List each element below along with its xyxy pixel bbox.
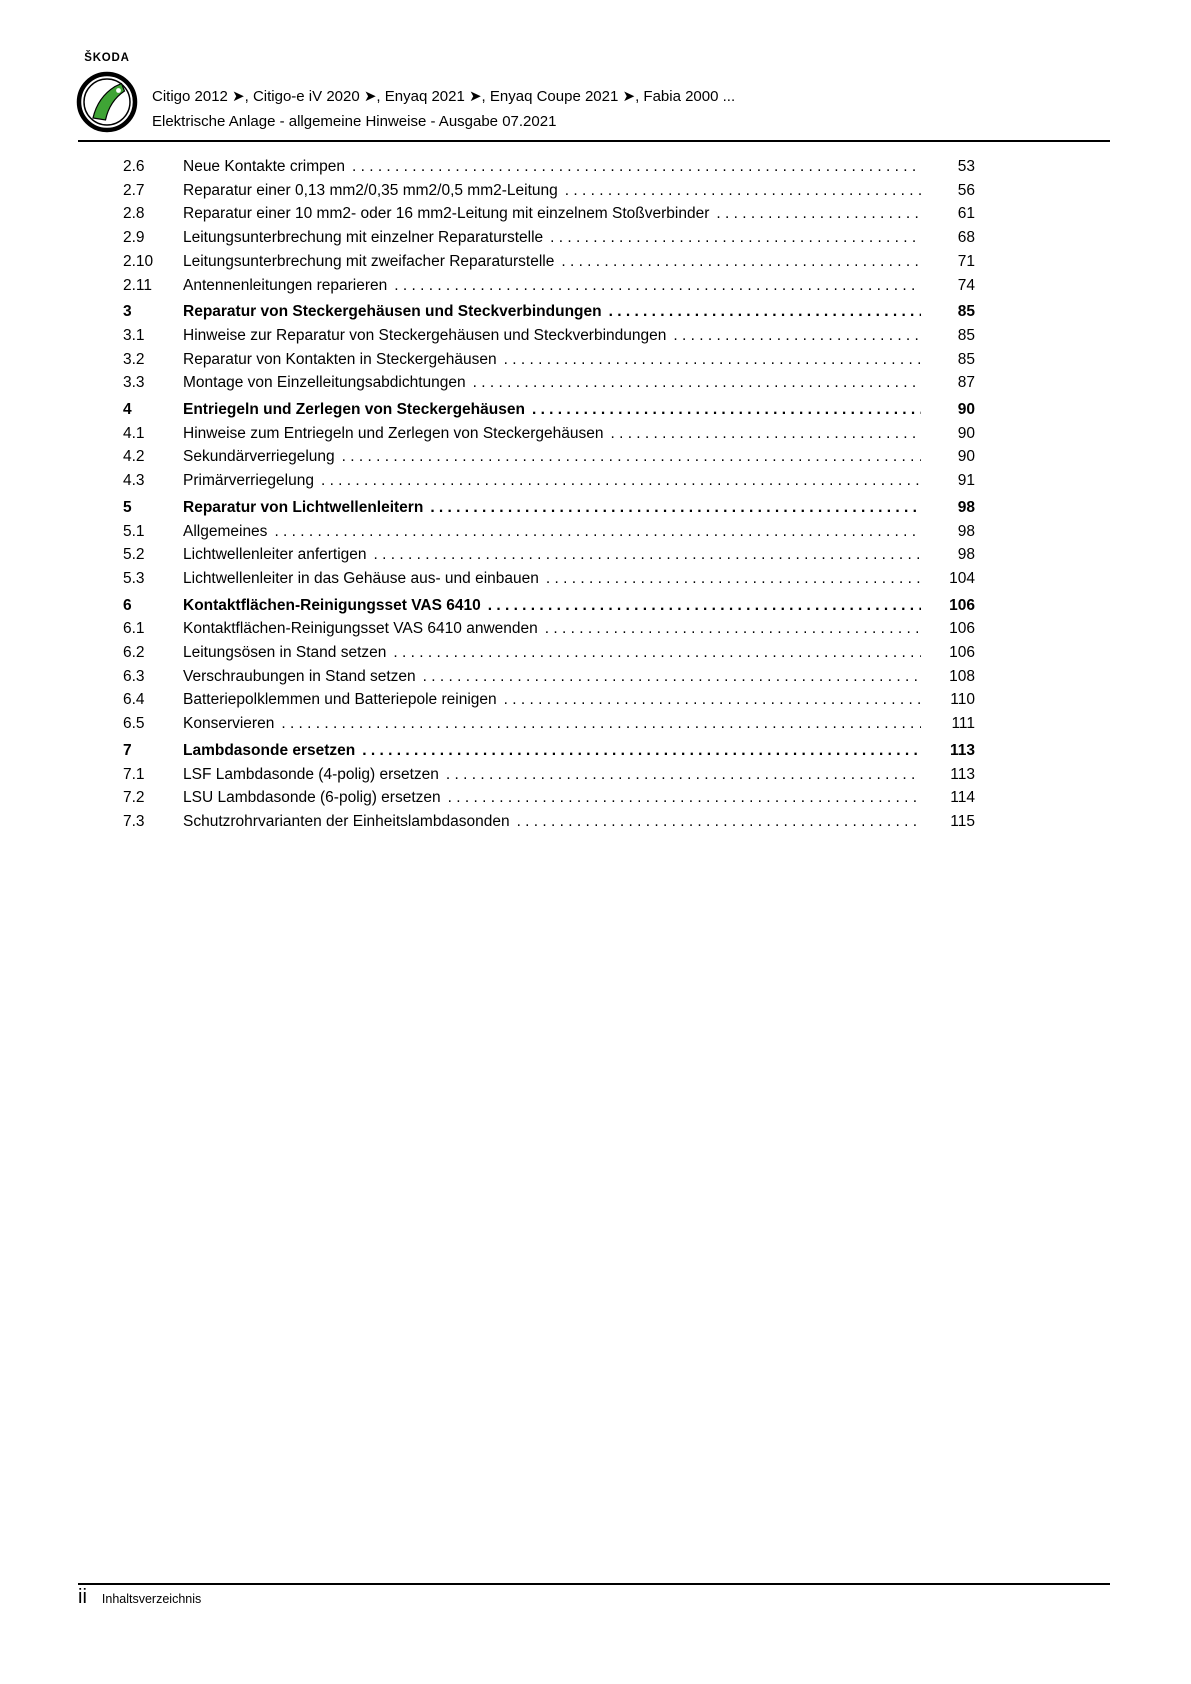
toc-entry-number: 7.2 <box>123 789 145 807</box>
toc-entry-page: 104 <box>949 569 975 587</box>
toc-entry-page: 85 <box>957 303 975 321</box>
toc-entry-number: 2.11 <box>123 276 153 294</box>
toc-entry-title: Reparatur von Lichtwellenleitern <box>183 498 424 516</box>
toc-entry-dot-leader <box>609 300 921 324</box>
toc-entry-title: Sekundärverriegelung <box>183 448 335 466</box>
toc-entry[interactable] <box>123 226 975 250</box>
toc-entry-page: 85 <box>957 350 975 368</box>
toc-entry-page: 98 <box>957 498 975 516</box>
toc-entry-title: Neue Kontakte crimpen <box>183 158 345 175</box>
toc-entry[interactable] <box>123 324 975 348</box>
toc-entry-dot-leader <box>393 641 921 665</box>
toc-entry[interactable] <box>123 688 975 712</box>
header-models-line: Citigo 2012 ➤, Citigo-e iV 2020 ➤, Enyaq 2021 ➤, Enyaq Coupe 2021 ➤, Fabia 2000 ... <box>152 88 736 105</box>
toc-entry-dot-leader <box>532 398 921 422</box>
toc-entry-title: Lambdasonde ersetzen <box>183 741 356 759</box>
footer-page-number: ii <box>78 1586 87 1608</box>
toc-entry-number: 3.1 <box>123 326 145 344</box>
toc-entry-title: Montage von Einzelleitungsabdichtungen <box>183 374 466 392</box>
header-subtitle-line: Elektrische Anlage - allgemeine Hinweise - Ausgabe 07.2021 <box>152 113 557 130</box>
toc-entry-number: 5.1 <box>123 522 145 540</box>
toc-entry-page: 87 <box>957 374 975 392</box>
toc-entry[interactable] <box>123 496 975 520</box>
toc-entry-number: 2.8 <box>123 205 145 223</box>
toc-entry-dot-leader <box>488 594 921 618</box>
toc-entry[interactable] <box>123 810 975 834</box>
toc-entry-dot-leader <box>545 617 921 641</box>
toc-entry-page: 98 <box>957 546 975 564</box>
toc-entry-dot-leader <box>394 274 921 298</box>
document-footer <box>78 1586 201 1609</box>
toc-entry-number: 2.10 <box>123 252 154 270</box>
toc-entry-page: 114 <box>950 789 975 807</box>
toc-entry-number: 7.1 <box>123 765 145 783</box>
toc-entry-number: 6 <box>123 596 132 614</box>
toc-entry[interactable] <box>123 594 975 618</box>
toc-entry[interactable] <box>123 543 975 567</box>
toc-entry-title: Hinweise zum Entriegeln und Zerlegen von Steckergehäusen <box>183 424 604 442</box>
toc-entry[interactable] <box>123 422 975 446</box>
toc-entry[interactable] <box>123 786 975 810</box>
toc-entry-title: Antennenleitungen reparieren <box>183 276 388 294</box>
toc-entry[interactable] <box>123 520 975 544</box>
header-divider <box>78 140 1110 142</box>
toc-entry-number: 2.9 <box>123 229 145 247</box>
toc-entry-dot-leader <box>374 543 921 567</box>
skoda-logo-icon <box>76 50 138 140</box>
toc-entry-title: LSF Lambdasonde (4-polig) ersetzen <box>183 765 439 783</box>
footer-section-label: Inhaltsverzeichnis <box>101 1592 202 1606</box>
toc-entry-page: 110 <box>950 691 975 709</box>
toc-entry[interactable] <box>123 763 975 787</box>
toc-entry-title: Entriegeln und Zerlegen von Steckergehäusen <box>183 401 525 419</box>
toc-entry[interactable] <box>123 250 975 274</box>
document-header <box>152 84 735 134</box>
toc-entry-page: 85 <box>957 326 975 344</box>
toc-entry[interactable] <box>123 398 975 422</box>
toc-entry-number: 3.2 <box>123 350 145 368</box>
toc-entry-number: 7.3 <box>123 812 145 830</box>
toc-entry-title: Schutzrohrvarianten der Einheitslambdasonden <box>183 812 510 830</box>
toc-entry-number: 6.5 <box>123 715 145 733</box>
toc-entry-title: Reparatur einer 10 mm2- oder 16 mm2-Leitung mit einzelnem Stoßverbinder <box>183 205 710 223</box>
toc-entry[interactable] <box>123 445 975 469</box>
toc-entry-number: 3.3 <box>123 374 145 392</box>
toc-entry[interactable] <box>123 469 975 493</box>
toc-entry-title: Hinweise zur Reparatur von Steckergehäusen und Steckverbindungen <box>183 326 667 344</box>
toc-entry-number: 7 <box>123 741 132 759</box>
toc-entry-title: Reparatur von Steckergehäusen und Steckverbindungen <box>183 303 602 321</box>
toc-entry-page: 56 <box>957 181 975 199</box>
toc-entry-dot-leader <box>448 786 921 810</box>
toc-entry-title: Batteriepolklemmen und Batteriepole reinigen <box>183 691 497 709</box>
toc-entry-dot-leader <box>673 324 921 348</box>
toc-entry[interactable] <box>123 300 975 324</box>
toc-entry-dot-leader <box>352 155 921 179</box>
toc-entry-dot-leader <box>362 739 921 763</box>
toc-entry-title: Reparatur einer 0,13 mm2/0,35 mm2/0,5 mm2-Leitung <box>183 181 558 199</box>
toc-entry-dot-leader <box>281 712 921 736</box>
toc-entry-number: 4.3 <box>123 472 145 490</box>
toc-entry-page: 106 <box>949 620 975 638</box>
toc-entry[interactable] <box>123 665 975 689</box>
toc-entry-title: Reparatur von Kontakten in Steckergehäusen <box>183 350 497 368</box>
toc-entry-page: 74 <box>957 276 975 294</box>
toc-entry-title: Kontaktflächen-Reinigungsset VAS 6410 <box>183 596 481 614</box>
toc-entry-dot-leader <box>274 520 921 544</box>
toc-entry[interactable] <box>123 348 975 372</box>
toc-entry-title: Konservieren <box>183 715 275 733</box>
toc-entry-page: 90 <box>957 401 975 419</box>
toc-entry-number: 5 <box>123 498 132 516</box>
toc-entry-title: Leitungsösen in Stand setzen <box>183 644 387 662</box>
toc-entry-number: 3 <box>123 303 132 321</box>
toc-entry-dot-leader <box>430 496 921 520</box>
toc-entry-title: Kontaktflächen-Reinigungsset VAS 6410 anwenden <box>183 620 538 638</box>
logo-wing-eye <box>116 88 121 93</box>
toc-entry-title: Lichtwellenleiter anfertigen <box>183 546 367 564</box>
toc-entry-number: 2.6 <box>123 158 145 175</box>
toc-entry-page: 111 <box>951 715 975 733</box>
toc-entry-page: 90 <box>957 448 975 466</box>
toc-entry-dot-leader <box>473 371 921 395</box>
toc-entry[interactable] <box>123 641 975 665</box>
toc-entry-page: 68 <box>957 229 975 247</box>
toc-entry[interactable] <box>123 155 975 179</box>
toc-entry-dot-leader <box>610 422 921 446</box>
toc-entry-number: 6.2 <box>123 644 145 662</box>
toc-entry-dot-leader <box>546 567 921 591</box>
toc-entry[interactable] <box>123 179 975 203</box>
toc-entry-dot-leader <box>504 688 921 712</box>
toc-entry-dot-leader <box>321 469 921 493</box>
toc-entry-title: Primärverriegelung <box>183 472 314 490</box>
toc-entry-page: 61 <box>957 205 975 223</box>
toc-entry-dot-leader <box>716 202 921 226</box>
skoda-logo <box>76 50 138 140</box>
toc-entry-dot-leader <box>423 665 921 689</box>
toc-entry-dot-leader <box>446 763 921 787</box>
toc-entry-page: 71 <box>957 252 975 270</box>
toc-entry-page: 53 <box>957 158 975 175</box>
toc-entry[interactable] <box>123 712 975 736</box>
footer-divider <box>78 1583 1110 1585</box>
toc-entry-number: 4.2 <box>123 448 145 466</box>
toc-entry-number: 5.3 <box>123 569 145 587</box>
toc-entry-page: 108 <box>949 667 975 685</box>
toc-entry-page: 98 <box>957 522 975 540</box>
toc-entry-page: 113 <box>950 765 975 783</box>
toc-entry-dot-leader <box>550 226 921 250</box>
toc-entry-number: 2.7 <box>123 181 145 199</box>
toc-entry-page: 113 <box>949 741 975 759</box>
toc-entry-dot-leader <box>342 445 921 469</box>
toc-entry-title: Lichtwellenleiter in das Gehäuse aus- und einbauen <box>183 569 539 587</box>
toc-entry-number: 4.1 <box>123 424 145 442</box>
toc-entry[interactable] <box>123 202 975 226</box>
toc-entry-number: 5.2 <box>123 546 145 564</box>
toc-entry-number: 4 <box>123 401 132 419</box>
toc-entry-dot-leader <box>561 250 921 274</box>
toc-entry-title: Verschraubungen in Stand setzen <box>183 667 416 685</box>
toc-entry-dot-leader <box>504 348 921 372</box>
toc-entry[interactable] <box>123 567 975 591</box>
toc-entry-number: 6.3 <box>123 667 145 685</box>
toc-entry-page: 106 <box>949 644 975 662</box>
toc-entry-title: Allgemeines <box>183 522 268 540</box>
toc-entry[interactable] <box>123 739 975 763</box>
toc-entry-number: 6.1 <box>123 620 145 638</box>
toc-entry-dot-leader <box>517 810 921 834</box>
skoda-wordmark: ŠKODA <box>84 52 130 64</box>
toc-entry[interactable] <box>123 274 975 298</box>
toc-entry-title: Leitungsunterbrechung mit einzelner Reparaturstelle <box>183 229 544 247</box>
toc-entry-dot-leader <box>565 179 921 203</box>
toc-entry-page: 90 <box>957 424 975 442</box>
toc-list <box>123 155 975 834</box>
toc-entry[interactable] <box>123 371 975 395</box>
toc-entry-title: LSU Lambdasonde (6-polig) ersetzen <box>183 789 441 807</box>
toc-entry-page: 106 <box>949 596 975 614</box>
toc-entry-number: 6.4 <box>123 691 145 709</box>
toc-entry-page: 115 <box>950 812 975 830</box>
toc-entry-page: 91 <box>957 472 975 490</box>
toc-entry-title: Leitungsunterbrechung mit zweifacher Reparaturstelle <box>183 252 555 270</box>
toc-entry[interactable] <box>123 617 975 641</box>
